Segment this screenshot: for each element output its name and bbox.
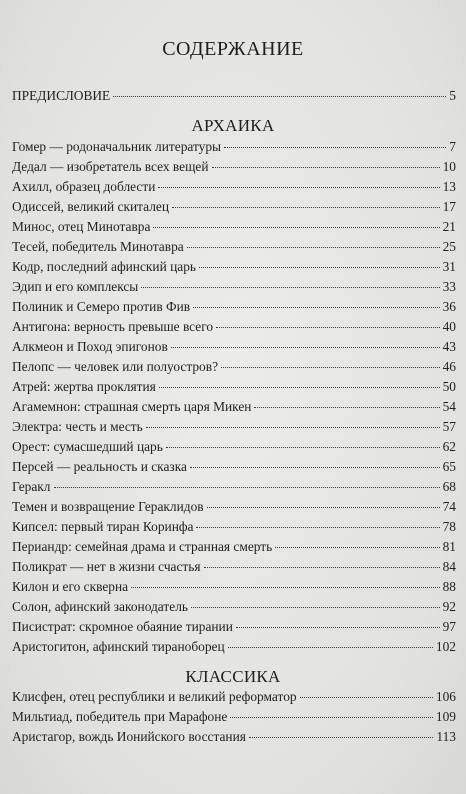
toc-page-number: 31 [442,259,456,274]
toc-page-number: 46 [442,359,456,374]
toc-page-number: 57 [442,419,456,434]
toc-entry-title: Мильтиад, победитель при Марафоне [12,709,228,724]
toc-row [12,519,456,539]
dot-leader [204,567,440,568]
toc-row [12,259,456,279]
dot-leader [275,547,439,548]
dot-leader [191,607,440,608]
preface-entry [12,88,456,108]
toc-row [12,559,456,579]
toc-entry-title: Пелопс — человек или полуостров? [12,359,219,374]
toc-page-number: 102 [435,639,456,654]
toc-entry-title: Аристагор, вождь Ионийского восстания [12,729,246,744]
dot-leader [187,247,440,248]
dot-leader [224,147,446,148]
toc-entry-title: Электра: честь и месть [12,419,143,434]
toc-row [12,599,456,619]
toc-page-number: 68 [442,479,456,494]
toc-page-number: 7 [449,139,456,154]
toc-entry-title: Тесей, победитель Минотавра [12,239,184,254]
toc-entry-title: Одиссей, великий скиталец [12,199,170,214]
toc-page-number: 84 [442,559,456,574]
toc-page-number: 36 [442,299,456,314]
toc-row [12,689,456,709]
toc-entry-title: Антигона: верность превыше всего [12,319,214,334]
dot-leader [230,717,433,718]
toc-entry-title: Эдип и его комплексы [12,279,139,294]
toc-entry-title: Геракл [12,479,51,494]
dot-leader [196,527,439,528]
toc-entry-title: Аристогитон, афинский тираноборец [12,639,225,654]
toc-page-number: 43 [442,339,456,354]
toc-row [12,339,456,359]
dot-leader [221,367,440,368]
toc-row [12,139,456,159]
toc-row [12,159,456,179]
toc-row [12,379,456,399]
toc-row [12,279,456,299]
toc-page-number: 50 [442,379,456,394]
toc-row [12,729,456,749]
toc-page-number: 5 [449,88,456,103]
toc-entry-title: ПРЕДИСЛОВИЕ [12,88,111,103]
toc-page-number: 113 [436,729,456,744]
dot-leader [216,327,440,328]
toc-row [12,709,456,729]
toc-page-number: 62 [442,439,456,454]
toc-row [12,419,456,439]
toc-page-number: 40 [442,319,456,334]
toc-page-number: 65 [442,459,456,474]
toc-row [12,459,456,479]
toc-row [12,479,456,499]
toc-entry-title: Алкмеон и Поход эпигонов [12,339,168,354]
dot-leader [131,587,440,588]
dot-leader [254,407,439,408]
dot-leader [300,697,433,698]
section-heading-archaic: АРХАИКА [191,116,275,135]
dot-leader [54,487,440,488]
toc-page-number: 81 [442,539,456,554]
toc-list-archaic [12,139,456,659]
dot-leader [172,207,440,208]
toc-page-number: 109 [435,709,456,724]
toc-entry-title: Периандр: семейная драма и странная смерть [12,539,273,554]
toc-entry-title: Клисфен, отец республики и великий реформатор [12,689,297,704]
toc-row [12,639,456,659]
dot-leader [249,737,433,738]
toc-entry-title: Минос, отец Минотавра [12,219,151,234]
toc-entry-title: Полиник и Семеро против Фив [12,299,191,314]
dot-leader [236,627,440,628]
toc-entry-title: Килон и его скверна [12,579,129,594]
dot-leader [159,387,440,388]
toc-row [12,579,456,599]
toc-page-number: 106 [435,689,456,704]
dot-leader [228,647,433,648]
toc-page-number: 54 [442,399,456,414]
toc-row [12,199,456,219]
section-heading-classic: КЛАССИКА [185,667,281,686]
dot-leader [158,187,439,188]
toc-page-number: 33 [442,279,456,294]
toc-entry-title: Атрей: жертва проклятия [12,379,156,394]
dot-leader [193,307,440,308]
dot-leader [146,427,440,428]
dot-leader [141,287,439,288]
toc-row [12,219,456,239]
toc-page-number: 88 [442,579,456,594]
toc-entry-title: Орест: сумасшедший царь [12,439,163,454]
dot-leader [166,447,440,448]
toc-row [12,539,456,559]
toc-page-number: 97 [442,619,456,634]
toc-page-number: 17 [442,199,456,214]
toc-row [12,499,456,519]
toc-row [12,239,456,259]
toc-page-number: 13 [442,179,456,194]
toc-entry-title: Солон, афинский законодатель [12,599,188,614]
dot-leader [113,96,446,97]
toc-page-number: 78 [442,519,456,534]
toc-page-number: 74 [442,499,456,514]
toc-entry-title: Писистрат: скромное обаяние тирании [12,619,233,634]
toc-entry-title: Ахилл, образец доблести [12,179,156,194]
toc-row [12,399,456,419]
toc-entry-title: Кодр, последний афинский царь [12,259,197,274]
toc-entry-title: Дедал — изобретатель всех вещей [12,159,209,174]
toc-entry-title: Поликрат — нет в жизни счастья [12,559,201,574]
toc-entry-title: Темен и возвращение Гераклидов [12,499,204,514]
dot-leader [212,167,440,168]
toc-entry-title: Кипсел: первый тиран Коринфа [12,519,194,534]
toc-page-number: 25 [442,239,456,254]
toc-entry-title: Персей — реальность и сказка [12,459,187,474]
toc-page-number: 10 [442,159,456,174]
toc-row [12,179,456,199]
dot-leader [190,467,440,468]
toc-row [12,299,456,319]
dot-leader [199,267,440,268]
toc-row [12,359,456,379]
toc-row [12,88,456,108]
toc-row [12,319,456,339]
toc-entry-title: Гомер — родоначальник литературы [12,139,222,154]
toc-row [12,439,456,459]
toc-list-classic [12,689,456,749]
dot-leader [153,227,439,228]
dot-leader [171,347,440,348]
toc-page-number: 92 [442,599,456,614]
toc-row [12,619,456,639]
toc-page-number: 21 [442,219,456,234]
toc-entry-title: Агамемнон: страшная смерть царя Микен [12,399,252,414]
page-title: СОДЕРЖАНИЕ [162,38,304,60]
dot-leader [207,507,440,508]
